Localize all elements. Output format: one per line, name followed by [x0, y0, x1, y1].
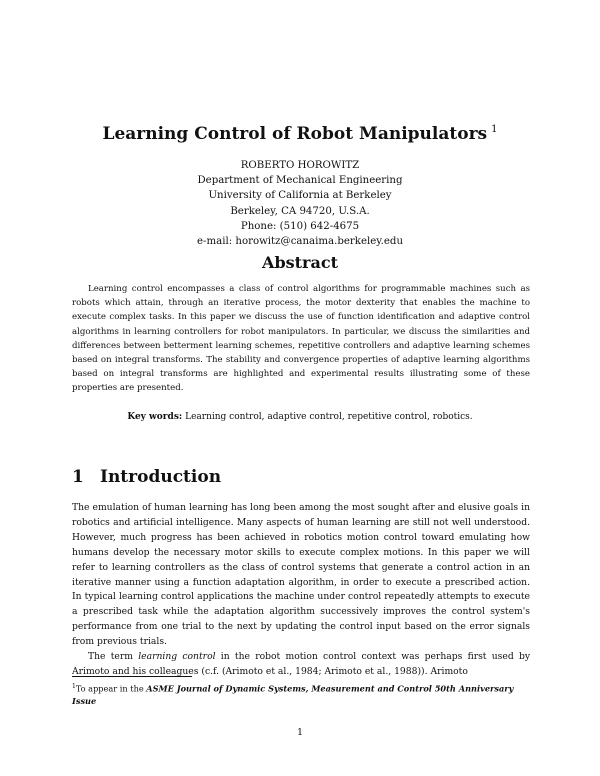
- affiliation-university: University of California at Berkeley: [208, 190, 392, 202]
- paper-title: [0, 124, 600, 144]
- section-number: 1: [72, 467, 84, 487]
- intro-paragraph-1: The emulation of human learning has long been among the most sought after and elusive goals in robotics and artificial intelligence. Many aspects of human learning are still not well understood. However, much progress has been achieved in robotics motion control toward emulating how humans develop the necessary motor skills to execute complex motions. In this paper we will refer to learning controllers as the class of control systems that generate a control action in an iterative manner using a function adaptation algorithm, in order to execute a prescribed action. In typical learning control applications the machine under control repeatedly attempts to execute a prescribed task while the adaptation algorithm successively improves the control system's performance from one trial to the next by updating the control input based on the error signals from previous trials.: [72, 502, 530, 648]
- affiliation-department: Department of Mechanical Engineering: [197, 175, 403, 187]
- affiliation-address: Berkeley, CA 94720, U.S.A.: [230, 205, 370, 217]
- author-block: [0, 158, 600, 249]
- title-text: Learning Control of Robot Manipulators: [102, 124, 488, 144]
- abstract-heading: Abstract: [262, 253, 338, 272]
- intro-p2-term: learning control: [138, 651, 216, 663]
- footnote-mark: 1: [72, 683, 76, 690]
- keywords-line: [0, 412, 600, 422]
- section-title: Introduction: [100, 467, 222, 487]
- page-number: 1: [296, 727, 304, 738]
- abstract-body: [72, 282, 530, 396]
- affiliation-email: e-mail: horowitz@canaima.berkeley.edu: [196, 236, 404, 248]
- author-name: ROBERTO HOROWITZ: [240, 160, 360, 171]
- footnote-prefix: To appear in the: [75, 683, 147, 694]
- abstract-paragraph: Learning control encompasses a class of control algorithms for programmable machines such as robots which attain, through an iterative process, the motor dexterity that enables the machine to execute complex tasks. In this paper we discuss the use of function identification and adaptive control algorithms in learning controllers for robot manipulators. In particular, we discuss the similarities and differences between betterment learning schemes, repetitive controllers and adaptive learning schemes based on integral transforms. The stability and convergence properties of adaptive learning algorithms based on integral transforms are highlighted and experimental results illustrating some of these properties are presented.: [72, 284, 530, 394]
- footnote-divider: [72, 676, 192, 677]
- footnote-journal: ASME Journal of Dynamic Systems, Measurement and Control 50th Anniversary Issue: [72, 683, 514, 707]
- intro-p2-before: The term: [88, 651, 139, 663]
- section-heading-introduction: [72, 467, 221, 487]
- affiliation-phone: Phone: (510) 642-4675: [240, 220, 360, 232]
- introduction-body: [72, 501, 530, 680]
- footnote: [72, 681, 530, 708]
- keywords-label: Key words:: [127, 412, 183, 422]
- keywords-text: Learning control, adaptive control, repetitive control, robotics.: [185, 412, 473, 422]
- intro-p2-after: in the robot motion control context was perhaps first used by Arimoto and his colleagues (c.f. (Arimoto et al., 1984; Arimoto et al., 1988)). Arimoto: [72, 651, 531, 677]
- title-footnote-mark: 1: [491, 124, 498, 136]
